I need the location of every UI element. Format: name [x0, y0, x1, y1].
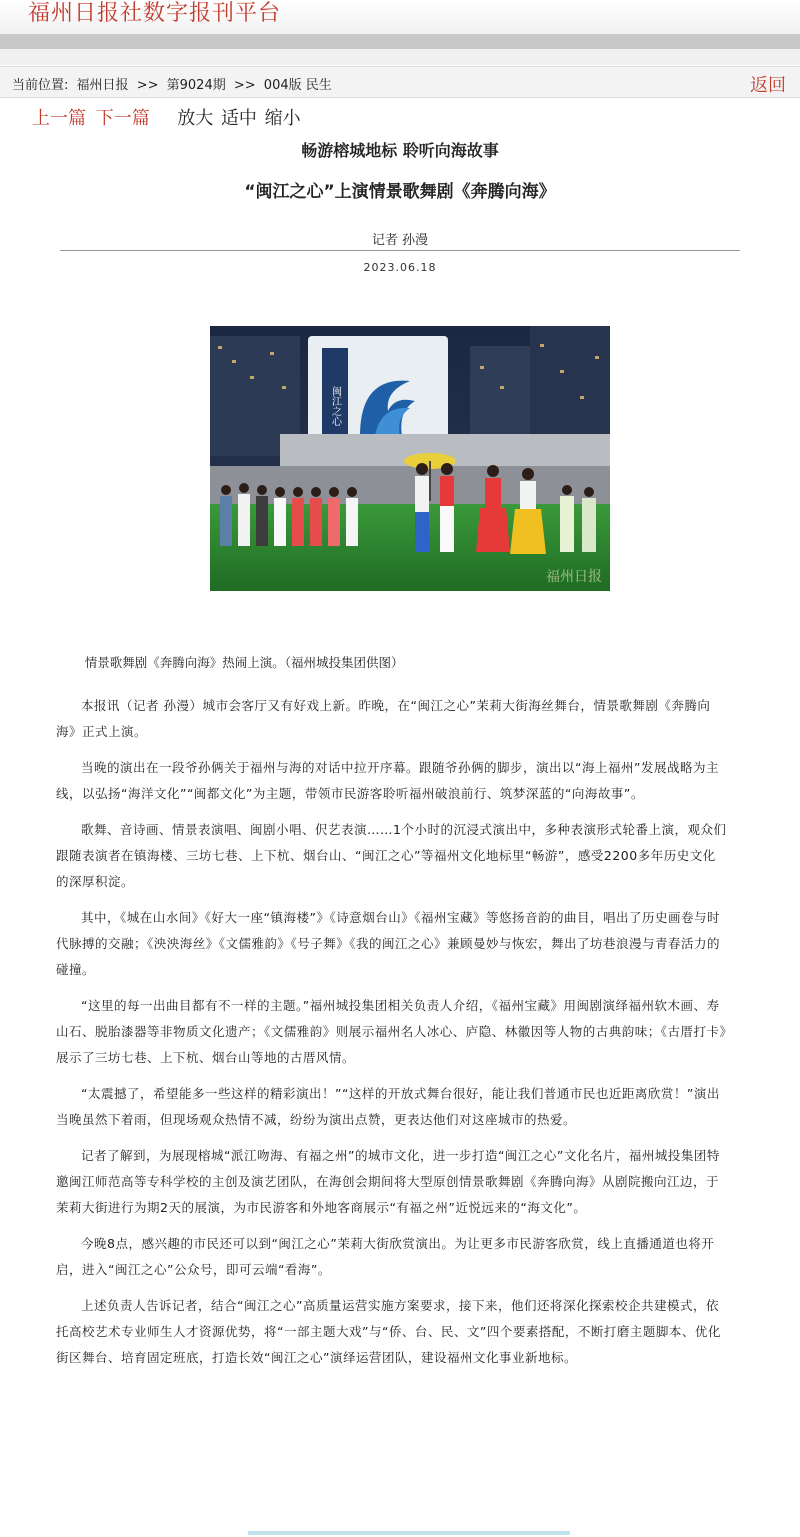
article-paragraph: 记者了解到，为展现榕城“派江吻海、有福之州”的城市文化，进一步打造“闽江之心”文化名片，福州城投集团特邀闽江师范高等专科学校的主创及演艺团队，在海创会期间将大型原创情景歌舞剧《奔腾向海》从剧院搬向江边，于茉莉大街进行为期2天的展演，为市民游客和外地客商展示“有福之州”近悦远来的“海文化”。: [56, 1148, 720, 1215]
title-divider: [60, 250, 740, 251]
article-subtitle: 畅游榕城地标 聆听向海故事: [301, 141, 499, 160]
breadcrumb-sep: >>: [233, 78, 256, 93]
zoom-in-button[interactable]: 放大: [177, 108, 214, 129]
article-paragraph: 歌舞、音诗画、情景表演唱、闽剧小唱、伬艺表演……1个小时的沉浸式演出中，多种表演形式轮番上演，观众们跟随表演者在镇海楼、三坊七巷、上下杭、烟台山、“闽江之心”等福州文化地标里“畅游”，感受2200多年历史文化的深厚积淀。: [56, 822, 727, 889]
stage-performance-image: [210, 326, 610, 591]
article-paragraph: 当晚的演出在一段爷孙俩关于福州与海的对话中拉开序幕。跟随爷孙俩的脚步，演出以“海上福州”发展战略为主线，以弘扬“海洋文化”“闽都文化”为主题，带领市民游客聆听福州破浪前行、筑梦深蓝的“向海故事”。: [56, 760, 719, 801]
fit-size-button[interactable]: 适中: [220, 108, 257, 129]
zoom-out-button[interactable]: 缩小: [264, 108, 301, 129]
article-toolbar: [32, 104, 303, 130]
breadcrumb-page-link[interactable]: 004版 民生: [263, 78, 332, 93]
breadcrumb: [0, 66, 800, 98]
header-bar: [0, 0, 800, 34]
article-paragraph: 上述负责人告诉记者，结合“闽江之心”高质量运营实施方案要求，接下来，他们还将深化探索校企共建模式，依托高校艺术专业师生人才资源优势，将“一部主题大戏”与“侨、台、民、文”四个要素搭配，不断打磨主题脚本、优化街区舞台、培育固定班底，打造长效“闽江之心”演绎运营团队，建设福州文化事业新地标。: [56, 1298, 721, 1365]
article-title: “闽江之心”上演情景歌舞剧《奔腾向海》: [244, 182, 556, 202]
next-article-link[interactable]: 下一篇: [95, 108, 150, 129]
article-photo[interactable]: [210, 326, 610, 591]
breadcrumb-label: 当前位置:: [12, 78, 69, 93]
header-divider: [0, 34, 800, 49]
breadcrumb-paper-link[interactable]: 福州日报: [76, 78, 129, 93]
article-author: 记者 孙漫: [371, 233, 429, 248]
breadcrumb-issue-link[interactable]: 第9024期: [166, 78, 226, 93]
article-body: [56, 693, 728, 1381]
article-paragraph: 本报讯（记者 孙漫）城市会客厅又有好戏上新。昨晚，在“闽江之心”茉莉大街海丝舞台，情景歌舞剧《奔腾向海》正式上演。: [56, 698, 711, 739]
article-paragraph: “这里的每一出曲目都有不一样的主题。”福州城投集团相关负责人介绍，《福州宝藏》用闽剧演绎福州软木画、寿山石、脱胎漆器等非物质文化遗产；《文儒雅韵》则展示福州名人冰心、庐隐、林徽因等人物的古典韵味；《古厝打卡》展示了三坊七巷、上下杭、烟台山等地的古厝风情。: [56, 998, 727, 1065]
article-paragraph: 今晚8点，感兴趣的市民还可以到“闽江之心”茉莉大街欣赏演出。为让更多市民游客欣赏，线上直播通道也将开启，进入“闽江之心”公众号，即可云端“看海”。: [56, 1236, 715, 1277]
photo-caption: 情景歌舞剧《奔腾向海》热闹上演。（福州城投集团供图）: [84, 655, 404, 670]
breadcrumb-sep: >>: [136, 78, 159, 93]
breadcrumb-trail: [12, 74, 336, 93]
article-paragraph: 其中，《城在山水间》《好大一座“镇海楼”》《诗意烟台山》《福州宝藏》等悠扬音韵的曲目，唱出了历史画卷与时代脉搏的交融；《泱泱海丝》《文儒雅韵》《号子舞》《我的闽江之心》兼顾曼妙与恢宏，舞出了坊巷浪漫与青春活力的碰撞。: [56, 910, 721, 977]
header-spacer: [0, 49, 800, 65]
article-date: 2023.06.18: [363, 261, 437, 274]
photo-watermark: 福州日报: [546, 569, 602, 585]
prev-article-link[interactable]: 上一篇: [32, 108, 86, 129]
site-brand[interactable]: 福州日报社数字报刊平台: [28, 1, 282, 26]
article-paragraph: “太震撼了，希望能多一些这样的精彩演出！”“这样的开放式舞台很好，能让我们普通市民也近距离欣赏！”演出当晚虽然下着雨，但现场观众热情不减，纷纷为演出点赞，更表达他们对这座城市的热爱。: [56, 1086, 720, 1127]
photo-sign-text: 闽江之心: [329, 386, 341, 426]
back-link[interactable]: 返回: [750, 75, 786, 96]
bottom-scroll-bar[interactable]: [248, 1531, 570, 1535]
